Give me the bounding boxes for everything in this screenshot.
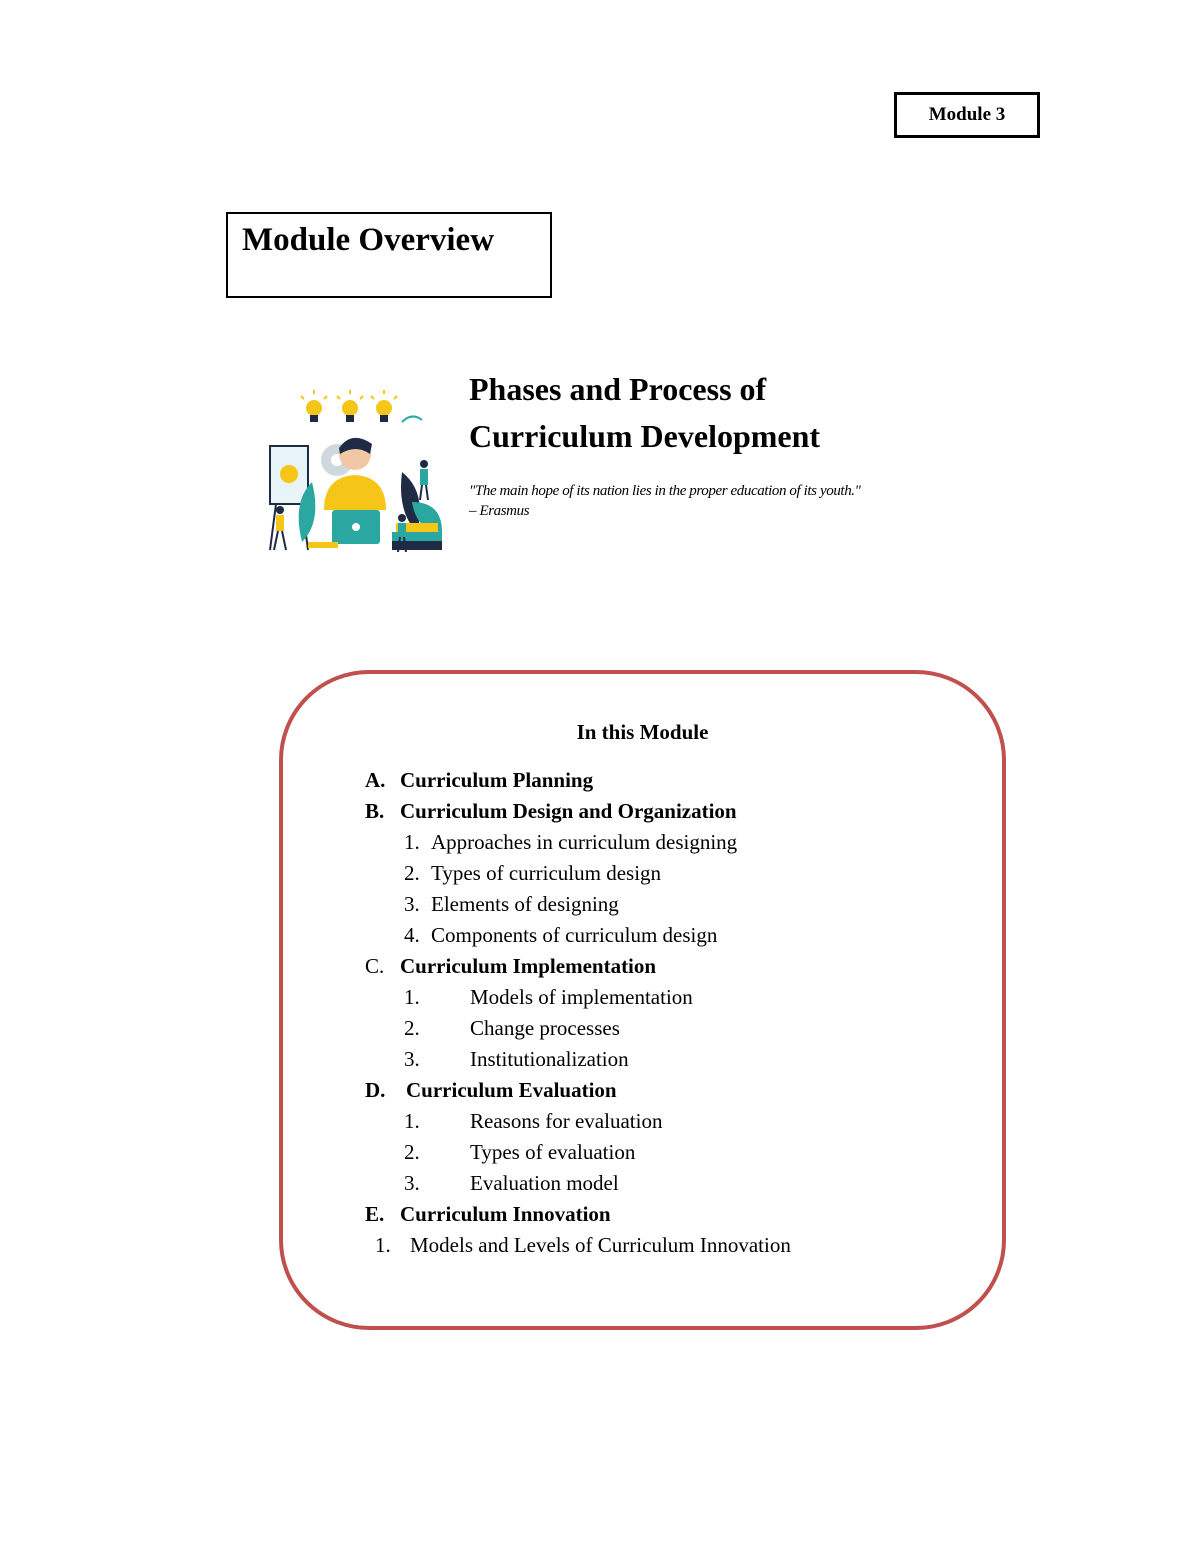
module-number-tag [894,92,1040,138]
subsection-marker: 1. [404,1109,420,1133]
section-marker: A. [365,768,386,792]
module-number-label: Module 3 [928,104,1006,125]
subsection-marker: 1. [375,1233,391,1257]
module-overview-label: Module Overview [242,222,495,258]
subsection-marker: 1. [404,830,420,854]
subsection-item [404,1044,629,1075]
section-item-a [365,765,593,796]
subsection-label: Elements of designing [431,892,619,916]
subsection-label: Approaches in curriculum designing [431,830,738,854]
section-label: Curriculum Evaluation [406,1078,617,1102]
lightbulb-icon [371,390,397,422]
subsection-marker: 1. [404,985,420,1009]
subsection-item [404,858,661,889]
lightbulb-icon [337,390,363,422]
quote-text: "The main hope of its nation lies in the proper education of its youth." [469,483,861,499]
section-item-b [365,796,737,827]
subsection-item [404,1013,620,1044]
subsection-label: Components of curriculum design [431,923,718,947]
subsection-marker: 3. [404,892,420,916]
subsection-label: Types of curriculum design [431,861,662,885]
in-this-module-box [279,670,1006,1330]
subsection-marker: 3. [404,1047,420,1071]
curriculum-illustration [252,382,447,554]
lightbulb-icon [301,390,327,422]
module-title-line-1: Phases and Process of [469,371,767,407]
subsection-item [404,1137,635,1168]
subsection-label: Reasons for evaluation [470,1109,663,1133]
module-title-line-2: Curriculum Development [469,418,821,454]
section-label: Curriculum Innovation [400,1202,611,1226]
subsection-marker: 4. [404,923,420,947]
section-marker: C. [365,954,385,978]
subsection-label: Evaluation model [470,1171,619,1195]
subsection-label: Institutionalization [470,1047,629,1071]
section-marker: E. [365,1202,385,1226]
module-overview-box [226,212,552,298]
section-label: Curriculum Design and Organization [400,799,737,823]
subsection-label: Models of implementation [470,985,693,1009]
section-item-d [365,1075,617,1106]
subsection-marker: 2. [404,1016,420,1040]
subsection-marker: 2. [404,861,420,885]
subsection-marker: 2. [404,1140,420,1164]
quote-block [469,481,1029,521]
section-item-e [365,1199,611,1230]
subsection-item [404,889,619,920]
subsection-item [404,827,737,858]
subsection-marker: 3. [404,1171,420,1195]
module-title [469,366,949,460]
person-standing-icon [420,460,428,500]
subsection-item [375,1230,791,1261]
quote-author: – Erasmus [469,503,530,519]
section-marker: D. [365,1078,386,1102]
subsection-item [404,1168,619,1199]
section-marker: B. [365,799,385,823]
section-item-c [365,951,656,982]
in-this-module-heading: In this Module [576,720,709,744]
subsection-label: Change processes [470,1016,620,1040]
subsection-label: Types of evaluation [470,1140,636,1164]
section-label: Curriculum Implementation [400,954,657,978]
subsection-item [404,920,717,951]
section-label: Curriculum Planning [400,768,594,792]
subsection-item [404,982,693,1013]
subsection-item [404,1106,662,1137]
subsection-label: Models and Levels of Curriculum Innovation [410,1233,791,1257]
